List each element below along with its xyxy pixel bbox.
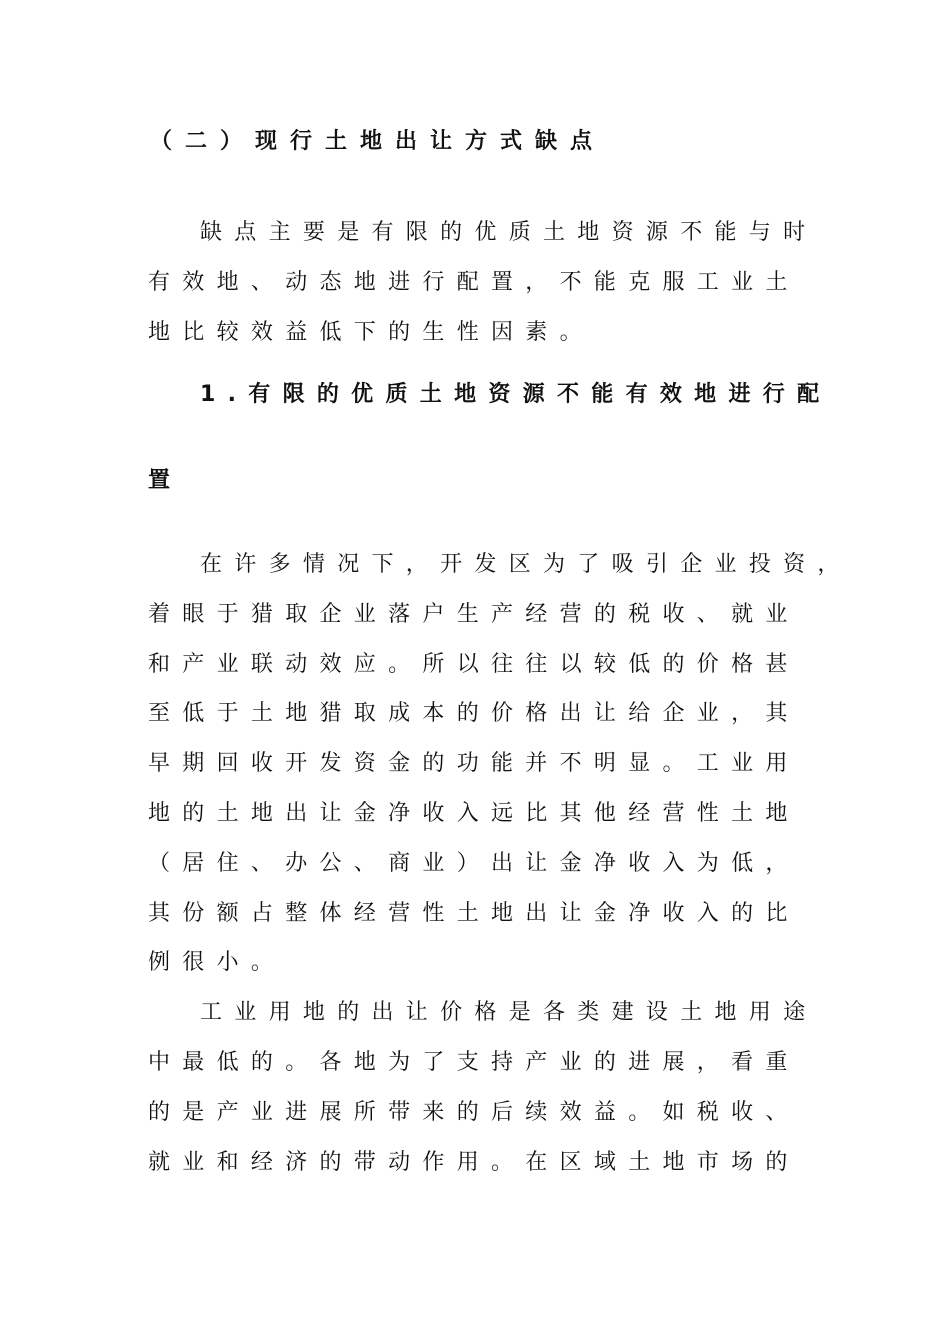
paragraph-line: 工业用地的出让价格是各类建设土地用途 [200,1000,818,1025]
paragraph-line: 早期回收开发资金的功能并不明显。工业用 [148,751,800,776]
paragraph-line: 在许多情况下，开发区为了吸引企业投资， [200,552,852,577]
paragraph-line: 和产业联动效应。所以往往以较低的价格甚 [148,652,800,677]
section-heading: （二）现行土地出让方式缺点 [150,129,606,154]
paragraph-line: 地的土地出让金净收入远比其他经营性土地 [148,801,800,826]
paragraph-line: 地比较效益低下的生性因素。 [148,320,594,345]
subheading-line: 1.有限的优质土地资源不能有效地进行配 [200,382,832,407]
paragraph-line: 就业和经济的带动作用。在区域土地市场的 [148,1150,800,1175]
paragraph-line: 至低于土地猎取成本的价格出让给企业，其 [148,701,800,726]
subheading-line: 置 [148,468,183,493]
paragraph-line: 例很小。 [148,950,286,975]
paragraph-line: 着眼于猎取企业落户生产经营的税收、就业 [148,602,800,627]
paragraph-line: 中最低的。各地为了支持产业的进展，看重 [148,1050,800,1075]
paragraph-line: （居住、办公、商业）出让金净收入为低， [148,851,800,876]
paragraph-line: 的是产业进展所带来的后续效益。如税收、 [148,1100,800,1125]
paragraph-line: 其份额占整体经营性土地出让金净收入的比 [148,901,800,926]
paragraph-line: 有效地、动态地进行配置，不能克服工业土 [148,270,800,295]
paragraph-line: 缺点主要是有限的优质土地资源不能与时 [200,220,818,245]
